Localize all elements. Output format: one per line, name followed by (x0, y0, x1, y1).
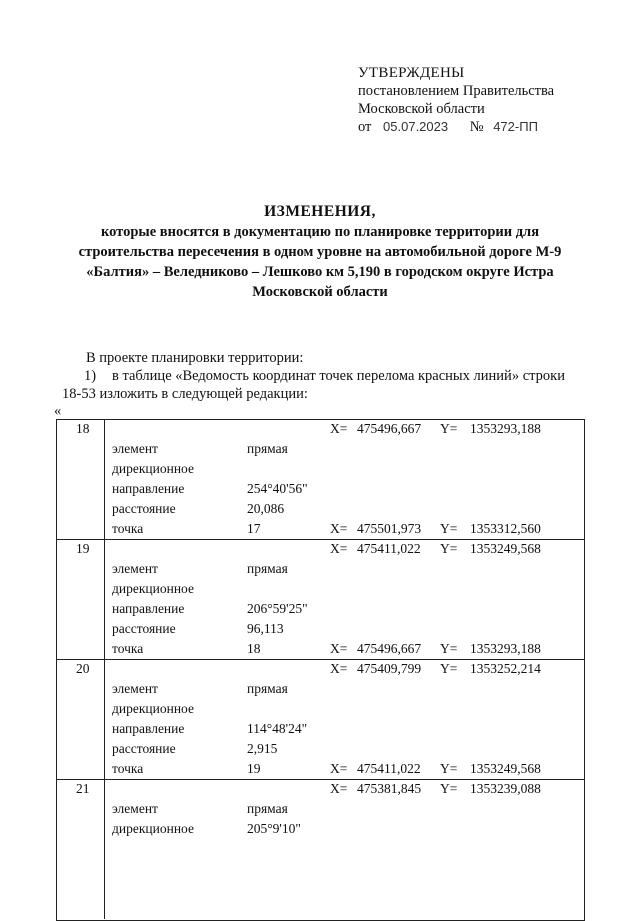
element-value: прямая (247, 561, 288, 576)
direction-label: направление (112, 481, 185, 496)
x-label: X= (330, 541, 348, 556)
intro-text: В проекте планировки территории: (86, 350, 304, 366)
x-label: X= (330, 781, 348, 796)
to-y-value: 1353249,568 (470, 761, 541, 776)
x-value: 475409,799 (357, 661, 422, 676)
point-value: 19 (247, 761, 261, 776)
open-quote: « (54, 403, 62, 419)
element-value: прямая (247, 801, 288, 816)
row-number: 19 (76, 541, 90, 556)
item-text: в таблице «Ведомость координат точек перелома красных линий» строки (112, 368, 565, 384)
row-divider (56, 659, 584, 660)
x-label: X= (330, 661, 348, 676)
approval-date-line (358, 118, 554, 136)
element-label: элемент (112, 441, 158, 456)
heading-title: ИЗМЕНЕНИЯ, (264, 203, 376, 220)
y-label: Y= (440, 421, 458, 436)
y-value: 1353239,088 (470, 781, 541, 796)
y-label: Y= (440, 541, 458, 556)
item-number: 1) (84, 368, 97, 384)
to-x-value: 475411,022 (357, 761, 421, 776)
row-number: 21 (76, 781, 90, 796)
from-label: от (358, 119, 372, 135)
distance-label: расстояние (112, 741, 176, 756)
y-label: Y= (440, 521, 458, 536)
point-label: точка (112, 761, 144, 776)
approval-number: 472-ПП (493, 119, 538, 134)
to-y-value: 1353312,560 (470, 521, 541, 536)
x-value: 475381,845 (357, 781, 422, 796)
y-label: Y= (440, 641, 458, 656)
distance-value: 2,915 (247, 741, 278, 756)
approval-title: УТВЕРЖДЕНЫ (358, 65, 465, 81)
x-label: X= (330, 421, 348, 436)
distance-label: расстояние (112, 501, 176, 516)
element-label: элемент (112, 561, 158, 576)
approval-date: 05.07.2023 (383, 119, 449, 134)
x-label: X= (330, 521, 348, 536)
row-number: 18 (76, 421, 90, 436)
x-label: X= (330, 641, 348, 656)
y-value: 1353293,188 (470, 421, 541, 436)
approval-line-2: Московской области (358, 101, 485, 117)
point-label: точка (112, 521, 144, 536)
directional-label: дирекционное (112, 821, 194, 836)
approval-line-1: постановлением Правительства (358, 83, 555, 99)
number-label: № (469, 119, 484, 135)
direction-label: направление (112, 601, 185, 616)
element-label: элемент (112, 681, 158, 696)
y-value: 1353249,568 (470, 541, 541, 556)
to-x-value: 475501,973 (357, 521, 422, 536)
distance-label: расстояние (112, 621, 176, 636)
to-y-value: 1353293,188 (470, 641, 541, 656)
approval-block (358, 64, 554, 136)
direction-label: направление (112, 721, 185, 736)
row-divider (56, 539, 584, 540)
point-value: 17 (247, 521, 261, 536)
item-text-continued: 18-53 изложить в следующей редакции: (62, 386, 308, 402)
directional-label: дирекционное (112, 701, 194, 716)
x-value: 475496,667 (357, 421, 422, 436)
y-label: Y= (440, 761, 458, 776)
document-heading (40, 202, 600, 302)
point-value: 18 (247, 641, 261, 656)
x-label: X= (330, 761, 348, 776)
row-divider (56, 779, 584, 780)
direction-angle: 254°40'56" (247, 481, 308, 496)
element-value: прямая (247, 681, 288, 696)
heading-subtitle: которые вносятся в документацию по планировке территории для строительства пересечения в одном уровне на автомобильной дороге М-9 «Балтия» – Веледниково – Лешково км 5,190 в городском округе Истра Московской области (78, 224, 562, 300)
directional-label: дирекционное (112, 461, 194, 476)
directional-label: дирекционное (112, 581, 194, 596)
column-divider (104, 419, 105, 919)
y-label: Y= (440, 661, 458, 676)
element-value: прямая (247, 441, 288, 456)
x-value: 475411,022 (357, 541, 421, 556)
direction-angle: 114°48'24" (247, 721, 308, 736)
y-value: 1353252,214 (470, 661, 541, 676)
point-label: точка (112, 641, 144, 656)
distance-value: 20,086 (247, 501, 285, 516)
distance-value: 96,113 (247, 621, 284, 636)
row-number: 20 (76, 661, 90, 676)
element-label: элемент (112, 801, 158, 816)
to-x-value: 475496,667 (357, 641, 422, 656)
direction-angle: 205°9'10" (247, 821, 301, 836)
y-label: Y= (440, 781, 458, 796)
direction-angle: 206°59'25" (247, 601, 308, 616)
